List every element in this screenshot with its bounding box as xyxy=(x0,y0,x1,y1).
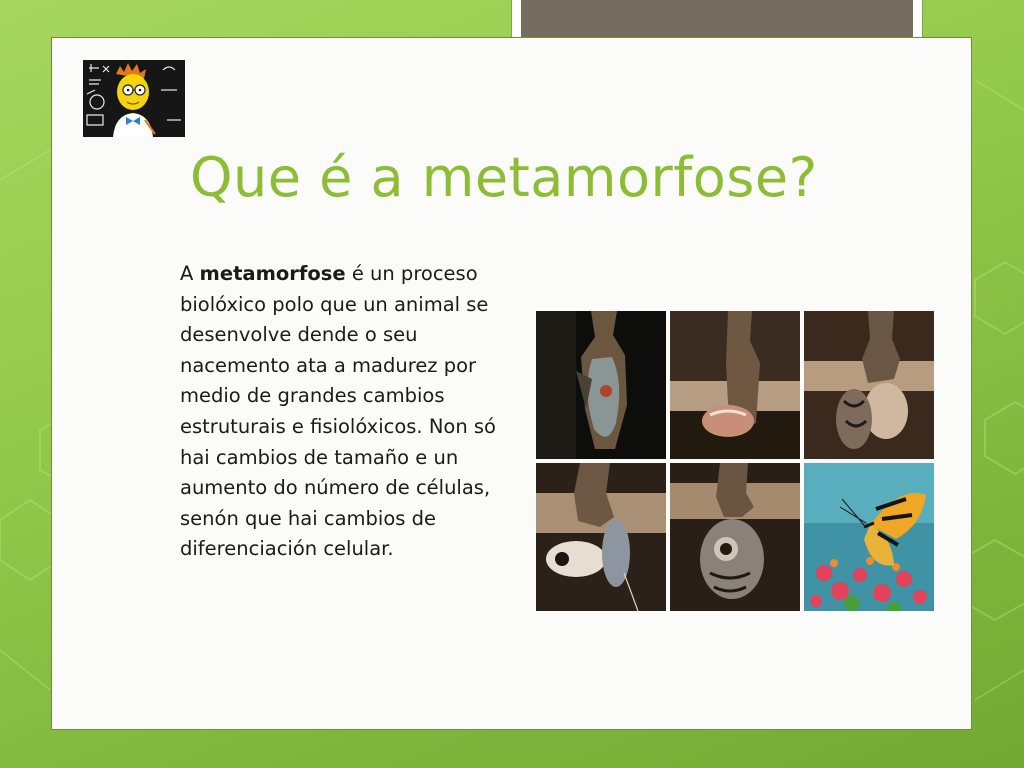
metamorphosis-photo-grid xyxy=(536,311,933,612)
chrysalis-stage-2-photo xyxy=(670,311,800,459)
body-lead: A xyxy=(180,262,194,285)
body-rest: é un proceso biolóxico polo que un animal se desenvolve dende o seu nacemento ata a madurez por medio de grandes cambios estruturais e fisiolóxicos. Non só hai cambios de tamaño e un aumento do número de células, senón que hai cambios de diferenciación celular. xyxy=(180,262,496,561)
butterfly-on-flowers-photo xyxy=(804,463,934,611)
chrysalis-stage-4-photo xyxy=(536,463,666,611)
cartoon-scientist-icon xyxy=(83,60,185,137)
slide-title: Que é a metamorfose? xyxy=(190,146,818,209)
body-bold-term: metamorfose xyxy=(199,262,346,285)
chrysalis-stage-5-photo xyxy=(670,463,800,611)
chrysalis-stage-1-photo xyxy=(536,311,666,459)
chrysalis-stage-3-photo xyxy=(804,311,934,459)
slide-body-text xyxy=(180,259,510,565)
